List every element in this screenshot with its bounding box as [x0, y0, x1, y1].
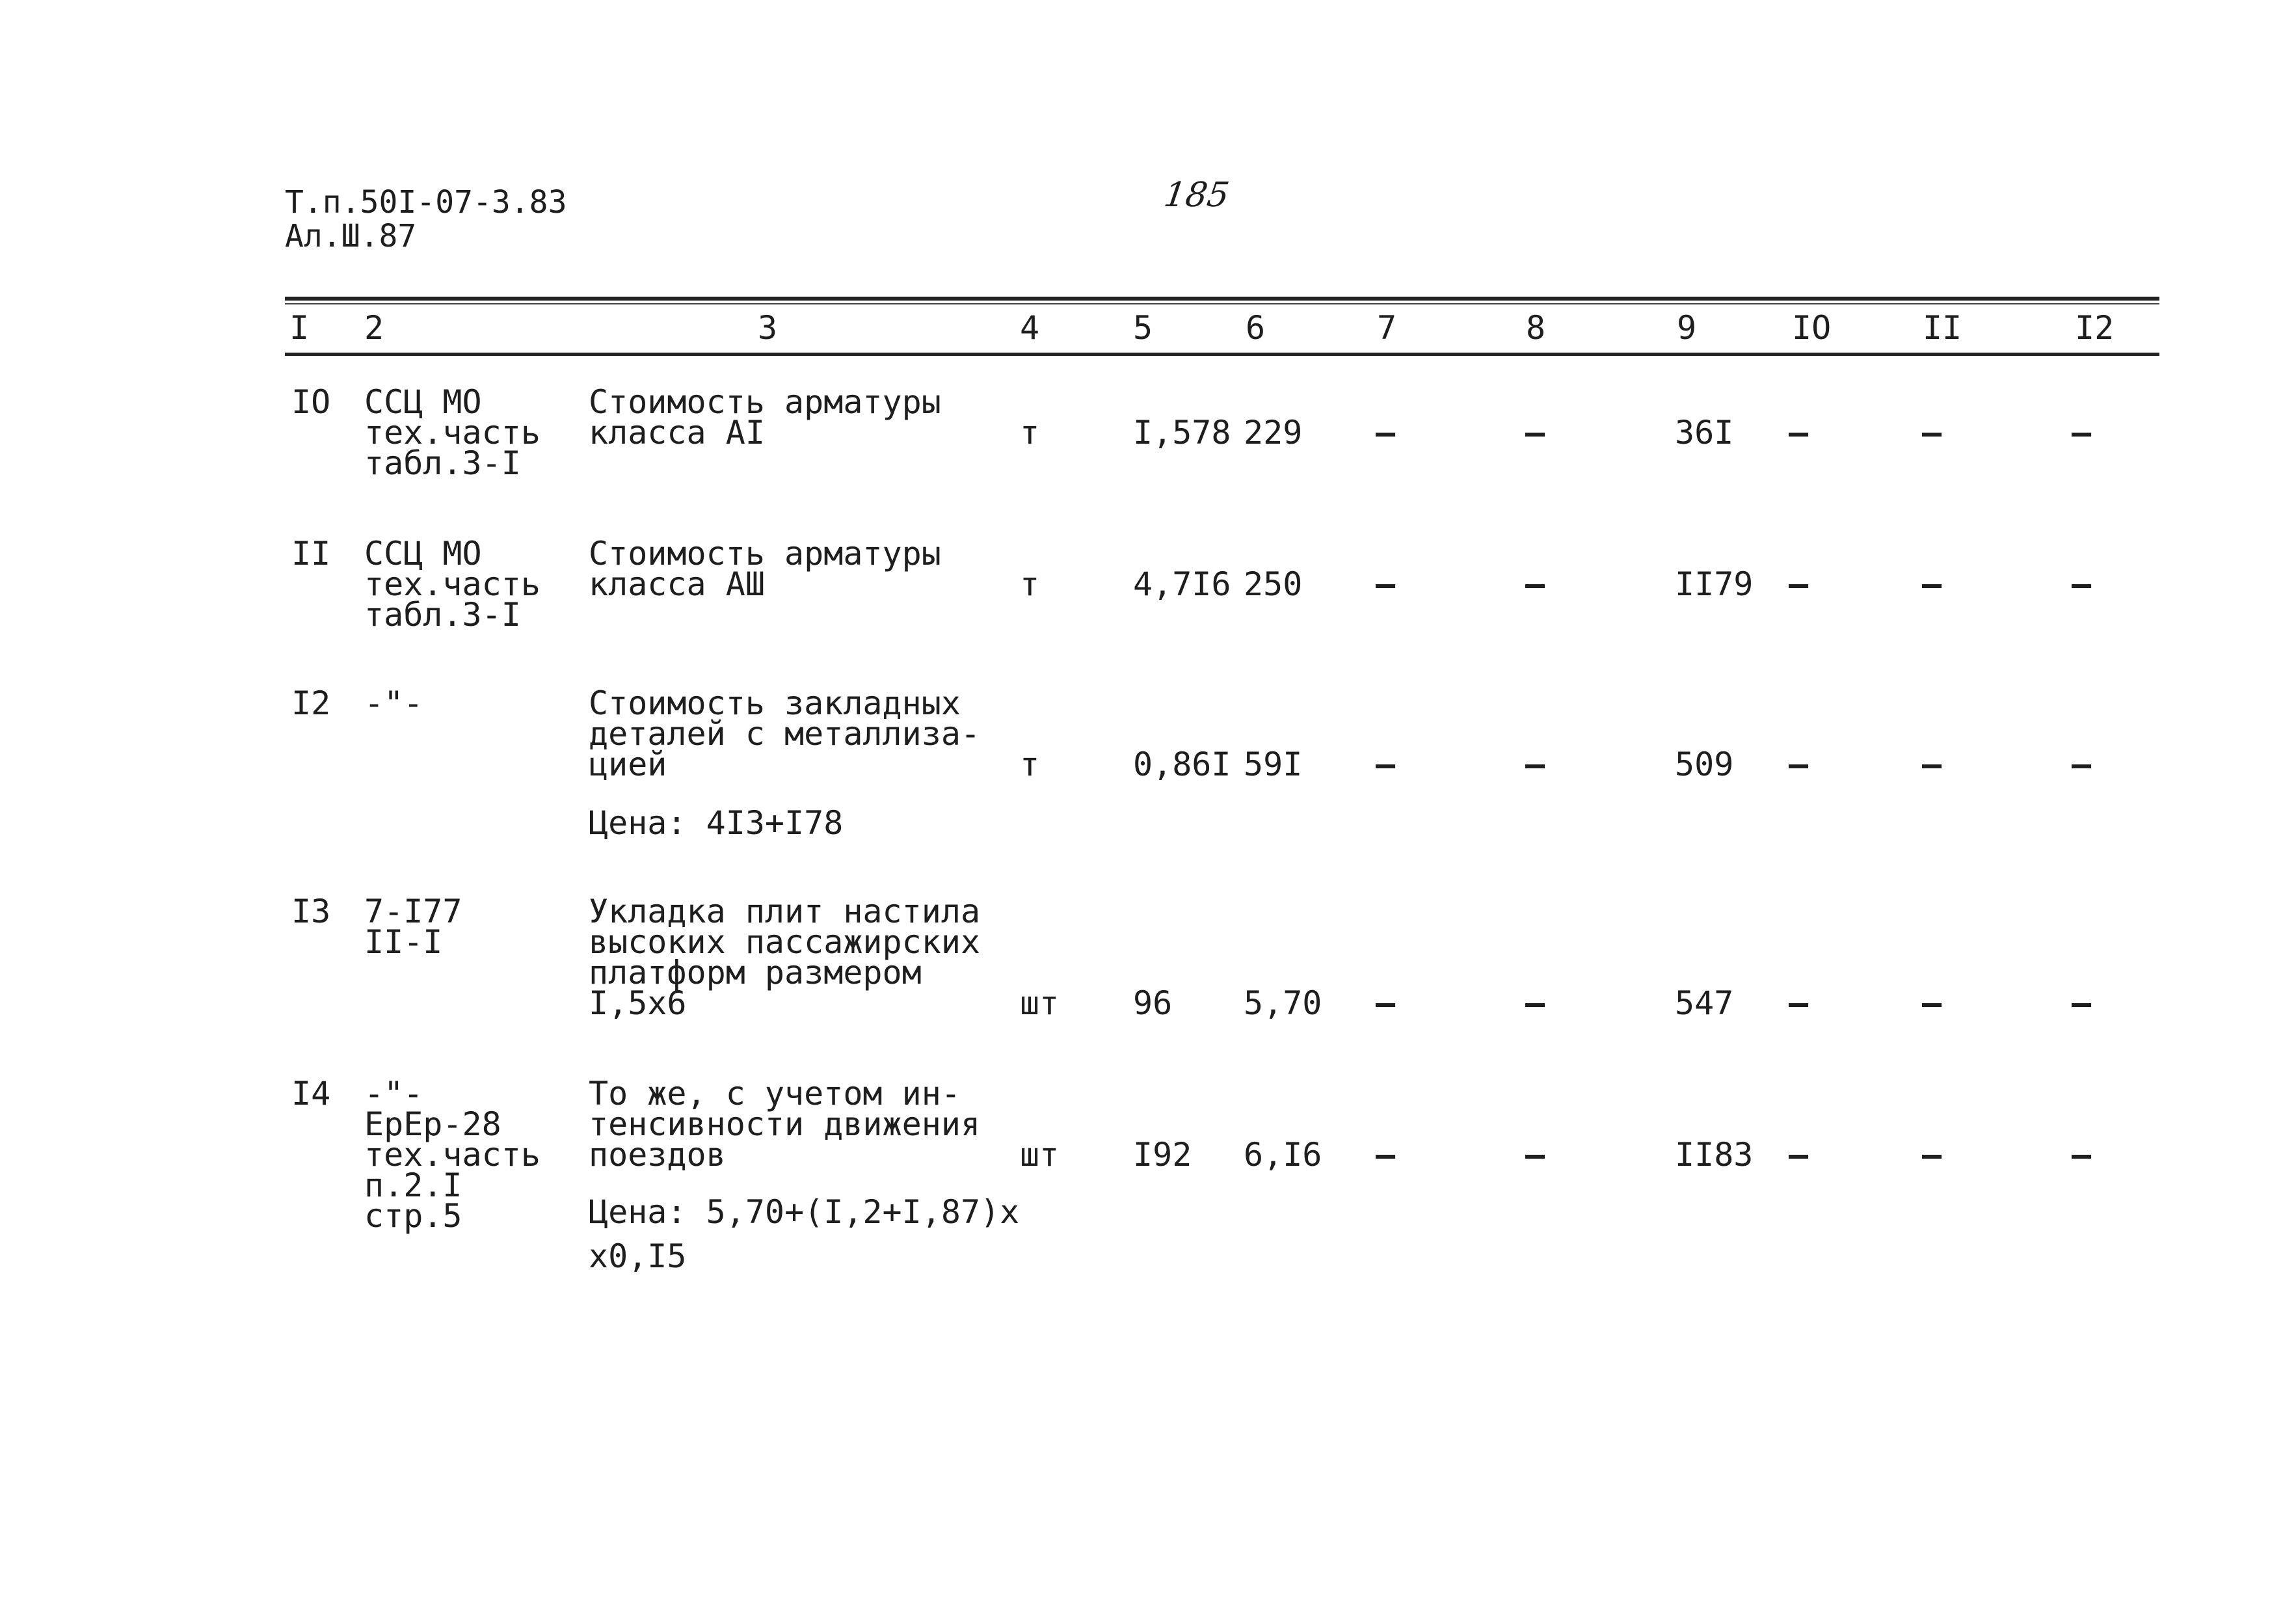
col12-value: –: [2072, 1136, 2092, 1174]
quantity: 4,7I6: [1133, 565, 1231, 603]
document-designation: [285, 185, 567, 253]
source-line: табл.3-I: [364, 444, 521, 482]
unit: шт: [1020, 1136, 1060, 1174]
col8-value: –: [1525, 565, 1545, 603]
col7-value: –: [1376, 746, 1396, 783]
source-line: II-I: [364, 923, 443, 961]
description-line: класса АШ: [589, 565, 765, 603]
source-line: ЕрЕр-28: [364, 1105, 501, 1143]
unit: т: [1020, 414, 1040, 451]
source-line: тех.часть: [364, 1136, 541, 1174]
col8-value: –: [1525, 414, 1545, 451]
quantity: 0,86I: [1133, 746, 1231, 783]
total-cost: 547: [1675, 984, 1734, 1022]
description-line: деталей с металлиза-: [589, 715, 981, 753]
col8-value: –: [1525, 984, 1545, 1022]
col-header-12: I2: [2075, 309, 2115, 347]
document-code: Т.п.50I-07-3.83: [285, 184, 567, 221]
col12-value: –: [2072, 414, 2092, 451]
col-header-4: 4: [1020, 309, 1040, 347]
col-header-9: 9: [1677, 309, 1697, 347]
unit-price: 229: [1244, 414, 1303, 451]
row-number: I3: [291, 893, 331, 930]
total-cost: 36I: [1675, 414, 1734, 451]
description-line: тенсивности движения: [589, 1105, 981, 1143]
row-number: I2: [291, 684, 331, 722]
total-cost: 509: [1675, 746, 1734, 783]
unit-price: 5,70: [1244, 984, 1322, 1022]
col-header-11: II: [1923, 309, 1962, 347]
quantity: I,578: [1133, 414, 1231, 451]
source-line: -"-: [364, 1075, 423, 1112]
page-number: 185: [1161, 176, 1232, 215]
description-line: Стоимость арматуры: [589, 383, 941, 421]
row-number: IO: [291, 383, 331, 421]
col7-value: –: [1376, 414, 1396, 451]
row-number: I4: [291, 1075, 331, 1112]
description-line: высоких пассажирских: [589, 923, 981, 961]
description-line: поездов: [589, 1136, 726, 1174]
description-line: платформ размером: [589, 954, 922, 991]
unit: т: [1020, 565, 1040, 603]
col12-value: –: [2072, 746, 2092, 783]
quantity: 96: [1133, 984, 1173, 1022]
table-header-rule: [285, 353, 2159, 356]
unit-price: 59I: [1244, 746, 1303, 783]
col-header-7: 7: [1377, 309, 1397, 347]
col-header-8: 8: [1526, 309, 1546, 347]
table-top-rule-thin: [285, 303, 2159, 304]
col8-value: –: [1525, 746, 1545, 783]
description-line: Укладка плит настила: [589, 893, 981, 930]
col11-value: –: [1922, 565, 1942, 603]
col7-value: –: [1376, 984, 1396, 1022]
quantity: I92: [1133, 1136, 1192, 1174]
col10-value: –: [1789, 984, 1809, 1022]
source-line: табл.3-I: [364, 596, 521, 634]
col11-value: –: [1922, 1136, 1942, 1174]
unit: т: [1020, 746, 1040, 783]
col-header-3: 3: [758, 309, 778, 347]
description-line: Стоимость закладных: [589, 684, 961, 722]
album-code: Ал.Ш.87: [285, 218, 417, 254]
source-line: -"-: [364, 684, 423, 722]
description-line: Стоимость арматуры: [589, 535, 941, 572]
source-line: 7-I77: [364, 893, 462, 930]
col7-value: –: [1376, 565, 1396, 603]
source-line: тех.часть: [364, 565, 541, 603]
row-number: II: [291, 535, 331, 572]
source-line: ССЦ МО: [364, 383, 482, 421]
unit-price: 6,I6: [1244, 1136, 1322, 1174]
source-line: стр.5: [364, 1197, 462, 1235]
description-line: класса АI: [589, 414, 765, 451]
table-top-rule: [285, 297, 2159, 301]
source-line: ССЦ МО: [364, 535, 482, 572]
col10-value: –: [1789, 746, 1809, 783]
col-header-5: 5: [1133, 309, 1153, 347]
price-note: х0,I5: [589, 1237, 687, 1275]
source-line: п.2.I: [364, 1166, 462, 1204]
col-header-6: 6: [1246, 309, 1266, 347]
col10-value: –: [1789, 414, 1809, 451]
col11-value: –: [1922, 746, 1942, 783]
col10-value: –: [1789, 1136, 1809, 1174]
source-line: тех.часть: [364, 414, 541, 451]
col12-value: –: [2072, 565, 2092, 603]
unit: шт: [1020, 984, 1060, 1022]
price-note: Цена: 4I3+I78: [589, 804, 844, 842]
col10-value: –: [1789, 565, 1809, 603]
description-line: То же, с учетом ин-: [589, 1075, 961, 1112]
price-note: Цена: 5,70+(I,2+I,87)х: [589, 1193, 1020, 1231]
description-line: цией: [589, 746, 667, 783]
col11-value: –: [1922, 984, 1942, 1022]
col7-value: –: [1376, 1136, 1396, 1174]
total-cost: II79: [1675, 565, 1754, 603]
description-line: I,5х6: [589, 984, 687, 1022]
col8-value: –: [1525, 1136, 1545, 1174]
col-header-2: 2: [364, 309, 384, 347]
total-cost: II83: [1675, 1136, 1754, 1174]
col-header-10: IO: [1792, 309, 1832, 347]
col-header-1: I: [289, 309, 310, 347]
unit-price: 250: [1244, 565, 1303, 603]
col12-value: –: [2072, 984, 2092, 1022]
col11-value: –: [1922, 414, 1942, 451]
